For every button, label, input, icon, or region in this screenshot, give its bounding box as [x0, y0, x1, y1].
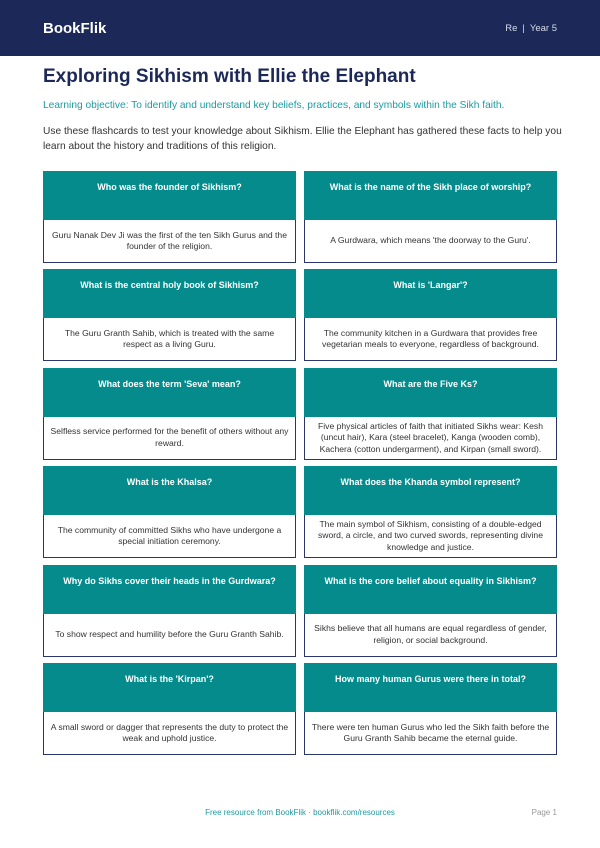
flashcard	[43, 269, 296, 361]
flashcard	[43, 466, 296, 558]
page-title: Exploring Sikhism with Ellie the Elephant	[43, 66, 416, 87]
flashcard-question: What does the Khanda symbol represent?	[304, 466, 557, 515]
flashcard-answer: Sikhs believe that all humans are equal regardless of gender, religion, or social background.	[304, 614, 557, 657]
header-meta	[505, 23, 557, 34]
flashcard-question: What is 'Langar'?	[304, 269, 557, 318]
brand-logo-text[interactable]: BookFlik	[43, 19, 107, 37]
header-subject: Re	[505, 22, 518, 34]
flashcard-question: Why do Sikhs cover their heads in the Gurdwara?	[43, 565, 296, 614]
flashcard-answer: The Guru Granth Sahib, which is treated with the same respect as a living Guru.	[43, 318, 296, 361]
flashcard	[43, 171, 296, 263]
header-year: Year 5	[529, 22, 557, 34]
flashcard	[304, 663, 557, 755]
flashcard-question: How many human Gurus were there in total?	[304, 663, 557, 712]
flashcard-answer: The community kitchen in a Gurdwara that provides free vegetarian meals to everyone, regardless of background.	[304, 318, 557, 361]
flashcard	[304, 368, 557, 460]
learning-objective: Learning objective: To identify and understand key beliefs, practices, and symbols within the Sikh faith.	[43, 100, 505, 111]
flashcard-question: Who was the founder of Sikhism?	[43, 171, 296, 220]
page-header	[0, 0, 600, 56]
flashcard-question: What is the 'Kirpan'?	[43, 663, 296, 712]
flashcard-answer: To show respect and humility before the Guru Granth Sahib.	[43, 614, 296, 657]
flashcard-question: What is the name of the Sikh place of worship?	[304, 171, 557, 220]
flashcard-answer: A Gurdwara, which means 'the doorway to the Guru'.	[304, 220, 557, 263]
flashcard-answer: The community of committed Sikhs who have undergone a special initiation ceremony.	[43, 515, 296, 558]
flashcard	[43, 368, 296, 460]
flashcard	[304, 269, 557, 361]
flashcard-question: What is the central holy book of Sikhism?	[43, 269, 296, 318]
footer-page-number: Page 1	[531, 808, 557, 817]
flashcard	[304, 466, 557, 558]
flashcard-answer: A small sword or dagger that represents the duty to protect the weak and uphold justice.	[43, 712, 296, 755]
flashcard-question: What does the term 'Seva' mean?	[43, 368, 296, 417]
flashcard-question: What is the core belief about equality in Sikhism?	[304, 565, 557, 614]
flashcard-answer: Selfless service performed for the benefit of others without any reward.	[43, 417, 296, 460]
flashcard-answer: The main symbol of Sikhism, consisting of a double-edged sword, a circle, and two curved swords, representing divine knowledge and justice.	[304, 515, 557, 558]
flashcard-question: What are the Five Ks?	[304, 368, 557, 417]
flashcard	[304, 565, 557, 657]
flashcard	[304, 171, 557, 263]
footer-resource-link[interactable]: Free resource from BookFlik · bookflik.com/resources	[205, 808, 395, 817]
flashcard-answer: Guru Nanak Dev Ji was the first of the ten Sikh Gurus and the founder of the religion.	[43, 220, 296, 263]
flashcard-answer: There were ten human Gurus who led the Sikh faith before the Guru Granth Sahib became the eternal guide.	[304, 712, 557, 755]
flashcard-question: What is the Khalsa?	[43, 466, 296, 515]
flashcard	[43, 565, 296, 657]
flashcard-answer: Five physical articles of faith that initiated Sikhs wear: Kesh (uncut hair), Kara (steel bracelet), Kanga (wooden comb), Kachera (cotton undergarment), and Kirpan (small sword).	[304, 417, 557, 460]
intro-paragraph: Use these flashcards to test your knowledge about Sikhism. Ellie the Elephant has gathered these facts to help you learn about the history and traditions of this religion.	[43, 126, 562, 152]
flashcard	[43, 663, 296, 755]
header-separator: |	[522, 22, 525, 34]
